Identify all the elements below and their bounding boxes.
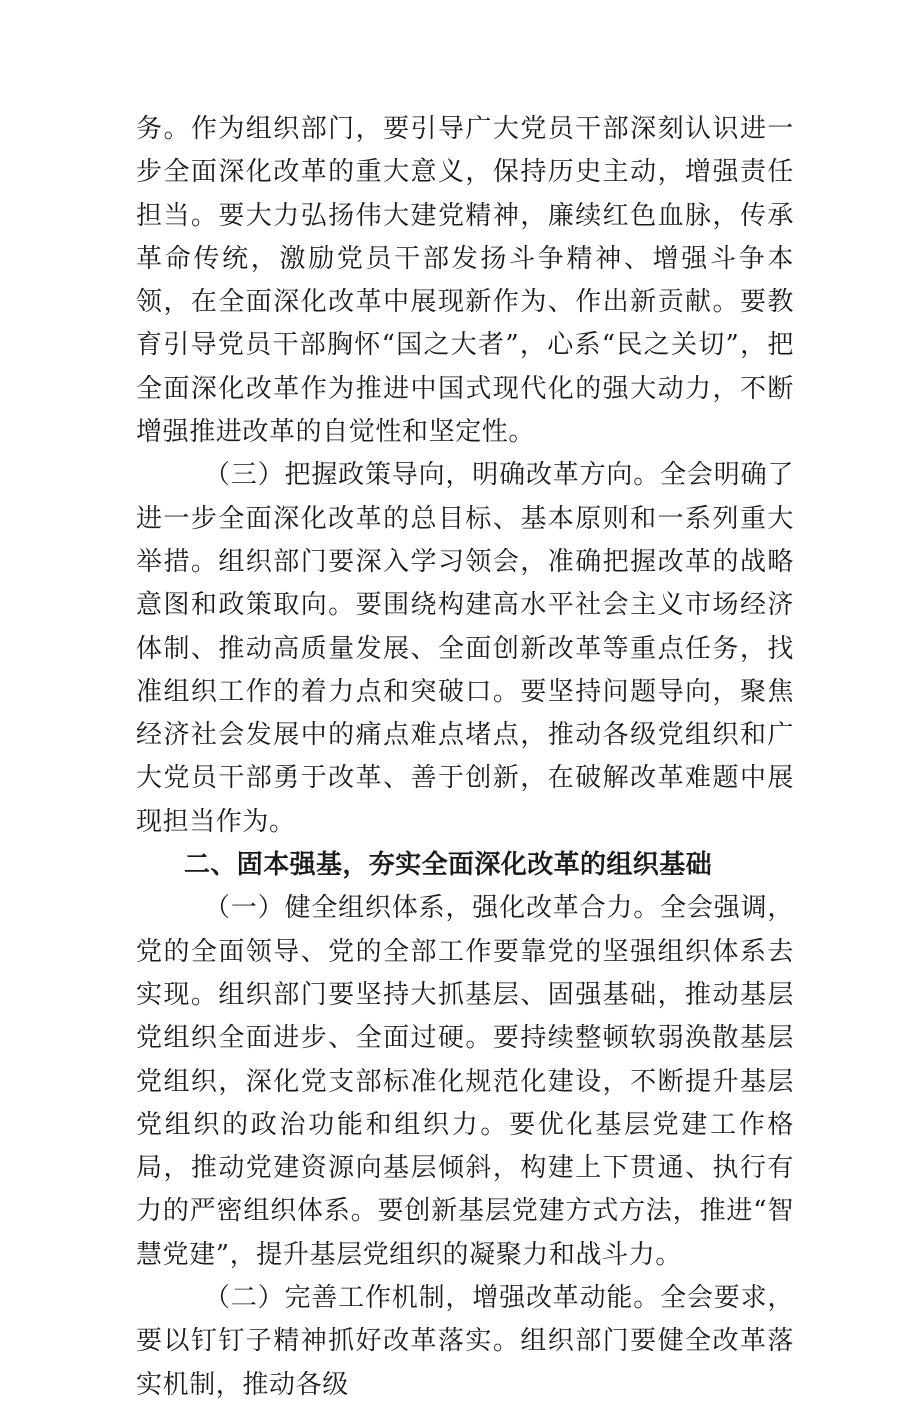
section-heading-2: 二、固本强基，夯实全面深化改革的组织基础 (184, 850, 713, 881)
paragraph-subsection-2: （二）完善工作机制，增强改革动能。全会要求，要以钉钉子精神抓好改革落实。组织部门要健全改革落实机制，推动各级 (136, 1283, 794, 1400)
document-body (136, 108, 794, 1407)
paragraph-subsection-1: （一）健全组织体系，强化改革合力。全会强调，党的全面领导、党的全部工作要靠党的坚强组织体系去实现。组织部门要坚持大抓基层、固强基础，推动基层党组织全面进步、全面过硬。要持续整顿软弱涣散基层党组织，深化党支部标准化规范化建设，不断提升基层党组织的政治功能和组织力。要优化基层党建工作格局，推动党建资源向基层倾斜，构建上下贯通、执行有力的严密组织体系。要创新基层党建方式方法，推进“智慧党建”，提升基层党组织的凝聚力和战斗力。 (136, 893, 794, 1270)
paragraph-continuation: 务。作为组织部门，要引导广大党员干部深刻认识进一步全面深化改革的重大意义，保持历史主动，增强责任担当。要大力弘扬伟大建党精神，廉续红色血脉，传承革命传统，激励党员干部发扬斗争精神、增强斗争本领，在全面深化改革中展现新作为、作出新贡献。要教育引导党员干部胸怀“国之大者”，心系“民之关切”，把全面深化改革作为推进中国式现代化的强大动力，不断增强推进改革的自觉性和坚定性。 (136, 114, 794, 448)
paragraph-section-3: （三）把握政策导向，明确改革方向。全会明确了进一步全面深化改革的总目标、基本原则和一系列重大举措。组织部门要深入学习领会，准确把握改革的战略意图和政策取向。要围绕构建高水平社会主义市场经济体制、推动高质量发展、全面创新改革等重点任务，找准组织工作的着力点和突破口。要坚持问题导向，聚焦经济社会发展中的痛点难点堵点，推动各级党组织和广大党员干部勇于改革、善于创新，在破解改革难题中展现担当作为。 (136, 460, 794, 837)
